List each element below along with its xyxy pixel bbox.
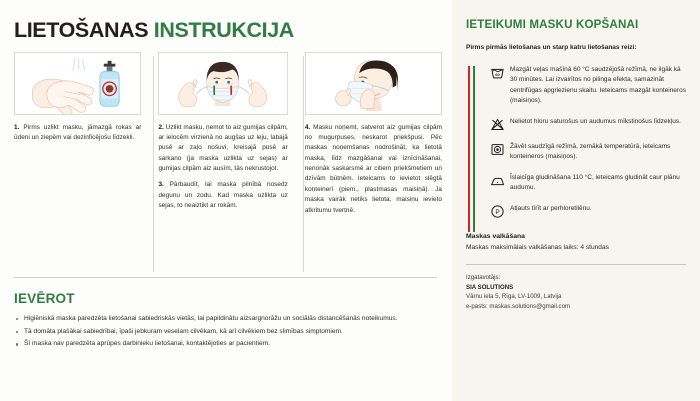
removing-mask-illustration <box>305 52 442 115</box>
hand-washing-illustration <box>14 52 141 115</box>
footer-divider <box>466 264 686 265</box>
step-2-number: 2. <box>158 123 164 131</box>
care-text: Nelietot hloru saturošus un audumus mīkstinošus līdzekļus. <box>510 117 681 125</box>
step-column-3 <box>296 52 442 222</box>
step-3-text <box>158 180 287 211</box>
manufacturer-label: Izgatavotājs: <box>466 274 501 282</box>
care-title: IETEIKUMI MASKU KOPŠANAI <box>466 18 639 31</box>
wash-temp-label: 60 <box>494 71 500 77</box>
dry-clean-p-icon <box>484 203 510 219</box>
step-3-body: Pārbaudīt, lai maska pilnībā nosedz degunu un zodu. Kad maska uzlikta uz sejas, to neaiztikt ar rokām. <box>158 181 288 210</box>
page-title-part2: INSTRUKCIJA <box>153 18 294 42</box>
list-item: Tā domāta plašākai sabiedrībai, īpaši jebkuram veselam cilvēkam, kā arī cilvēkiem bez slimības simptomiem. <box>14 327 440 338</box>
accent-bar-green <box>473 66 475 232</box>
care-item-no-bleach <box>484 116 686 132</box>
care-text: Īslaicīga gludināšana 110 °C, ieteicams gludināt caur plānu audumu. <box>510 173 680 192</box>
page-title <box>14 20 442 42</box>
care-list <box>470 64 686 219</box>
manufacturer-footer <box>466 273 686 312</box>
care-section <box>466 64 686 219</box>
dry-clean-letter: P <box>494 208 500 216</box>
accent-bars <box>468 66 475 232</box>
steps-container <box>14 52 442 222</box>
putting-on-mask-illustration <box>158 52 287 115</box>
care-text: Mazgāt veļas mašīnā 60 °C saudzējošā režīmā, ne ilgāk kā 30 minūtes. Lai izvairītos no pilinga efekta, samazināt centrifūgas apgriezienu skaitu. Ieteicams mazgāt konteineros (maisiņos). <box>510 65 686 105</box>
notice-title: IEVĒROT <box>14 291 75 306</box>
step-column-2 <box>149 52 295 222</box>
list-item: Šī maska nav paredzēta aprūpes darbinieku lietošanai, kontaktējoties ar pacientiem. <box>14 339 440 350</box>
machine-wash-60-icon <box>484 64 510 80</box>
list-item: Higiēniskā maska paredzēta lietošanai sabiedriskās vietās, lai papildinātu aizsargnorāžu un sociālās distancēšanās noteikumus. <box>14 314 440 325</box>
do-not-bleach-icon <box>484 116 510 132</box>
step-4-text <box>305 123 442 216</box>
notice-divider <box>14 277 437 278</box>
wearing-heading: Maskas valkāšana <box>466 232 525 240</box>
step-1-text <box>14 123 141 144</box>
care-text: Atļauts tīrīt ar perhloretilēnu. <box>510 204 592 212</box>
manufacturer-email: e-pasts: maskas.solutions@gmail.com <box>466 303 571 311</box>
step-4-number: 4. <box>304 123 311 131</box>
iron-low-icon <box>484 172 510 188</box>
manufacturer-address: Vārnu iela 5, Rīga, LV-1009, Latvija <box>466 293 562 301</box>
care-lead: Pirms pirmās lietošanas un starp katru lietošanas reizi: <box>466 44 637 51</box>
notice-section <box>14 277 440 352</box>
page-title-part1: LIETOŠANAS <box>14 18 149 42</box>
step-3-number: 3. <box>158 181 164 189</box>
step-2-body: Uzlikt masku, ņemot to aiz gumijas cilpām, ar ielocēm virzienā no augšas uz leju, labajā pusē ar zaļo nošuvi, kreisajā pusē ar sarkano (ja maska uzlikta uz sejas) ar gumijas cilpām aiz ausīm, tās nekrustojot. <box>158 123 288 172</box>
care-item-wash <box>484 64 686 107</box>
tumble-dry-low-icon <box>484 141 510 157</box>
accent-bar-red <box>468 66 470 232</box>
step-1-body: Pirms uzlikt masku, jāmazgā rokas ar ūdeni un ziepēm vai dezinficējošu līdzekli. <box>14 123 142 141</box>
notice-list <box>14 314 440 350</box>
step-2-text <box>158 123 287 175</box>
step-4-body: Masku noņemt, satverot aiz gumijas cilpām no mugurpuses, neskarot priekšpusi. Pēc maskas noņemšanas nodrošināt, ka lietotā maska, līdz mazgāšanai vai iznīcināšanai, nenonāk saskarsmē ar citiem priekšmetiem un dzīvām būtnēm. Ieteicams to ievietot slēgtā konteinerī (piem., plastmasas maisiņā). Ja maska vairāk netiks lietota, maisiņu ievieto atkritumu tvertnē. <box>304 123 442 214</box>
care-item-dry-clean <box>484 203 686 219</box>
manufacturer-name: SIA SOLUTIONS <box>466 283 514 291</box>
step-column-1 <box>14 52 149 222</box>
care-text: Žāvēt saudzīgā režīmā, zemākā temperatūrā, ieteicams konteineros (maisiņos). <box>510 142 671 161</box>
care-item-iron <box>484 172 686 194</box>
wearing-text: Maskas maksimālais valkāšanas laiks: 4 stundas <box>466 243 609 251</box>
wearing-section <box>466 233 686 254</box>
care-item-tumble-dry <box>484 141 686 163</box>
right-panel <box>452 0 700 401</box>
step-1-number: 1. <box>14 123 20 131</box>
